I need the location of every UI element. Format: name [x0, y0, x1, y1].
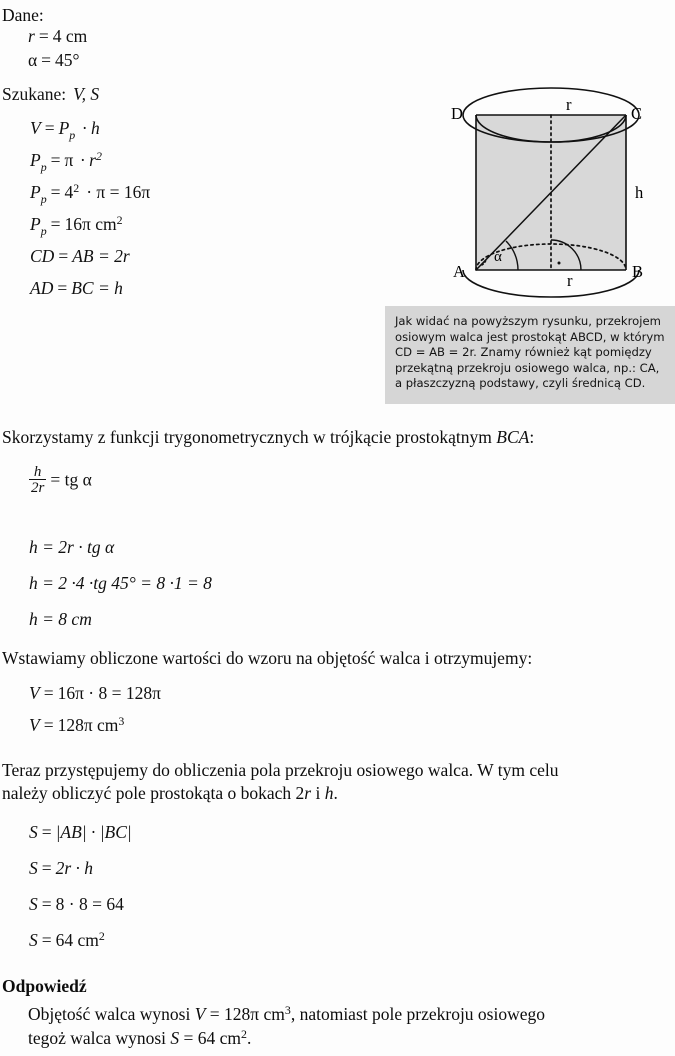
- formula-rhs-sub: p: [69, 127, 76, 142]
- area-step-rhs: 2r · h: [55, 858, 94, 878]
- formula-rhs: AB = 2r: [72, 246, 130, 266]
- trig-step-2: [29, 573, 212, 594]
- formula-volume-general: $V = P_p \cdot h$: [30, 118, 100, 142]
- edge-label-bottom-radius: r: [567, 271, 573, 290]
- vertex-label-d: D: [451, 104, 463, 123]
- info-box-line: Jak widać na powyższym rysunku, przekrojem: [395, 314, 661, 328]
- area-step-rhs: 64 cm: [55, 930, 99, 950]
- formula-rhs: P: [58, 118, 70, 138]
- trig-fraction-equation: [29, 466, 92, 497]
- volume-step-lhs: V: [29, 683, 40, 703]
- area-step-lhs: S: [29, 858, 38, 878]
- given-item-alpha: [28, 50, 80, 71]
- formula-rhs: π: [64, 150, 74, 170]
- area-intro-it-r: r: [304, 783, 312, 803]
- answer-symbol-s: S: [170, 1028, 180, 1048]
- trig-step-text: h = 2r · tg α: [29, 537, 115, 557]
- answer-line-1: [28, 1003, 545, 1026]
- formula-lhs-sub: p: [40, 159, 47, 174]
- cylinder-bottom-front-arc: [463, 270, 639, 297]
- area-step-rhs: |AB| · |BC|: [55, 822, 132, 842]
- vertex-label-c: C: [631, 104, 643, 123]
- given-value-alpha: 45°: [55, 50, 80, 70]
- volume-step-lhs: V: [29, 715, 40, 735]
- answer-line1-mid: = 128π cm: [205, 1004, 285, 1024]
- formula-rhs: BC = h: [71, 278, 123, 298]
- area-step-1: S = |AB| · |BC|: [29, 822, 132, 842]
- area-step-3: S = 8 · 8 = 64: [29, 894, 124, 914]
- formula-base-area-substituted: $P_p = 4^2 \cdot \pi = 16\pi$: [30, 180, 151, 206]
- fraction-h-over-2r: [29, 465, 46, 496]
- formula-lhs-sub: p: [40, 223, 47, 238]
- formula-lhs: AD: [30, 278, 54, 298]
- formula-lhs: P: [30, 150, 41, 170]
- fraction-numerator: h: [33, 464, 42, 480]
- area-intro-it-h: h: [324, 783, 334, 803]
- given-rel-alpha: =: [41, 50, 52, 70]
- trig-intro-pre: Skorzystamy z funkcji trygonometrycznych w trójkącie prostokątnym: [2, 427, 497, 447]
- given-item-r: [28, 26, 87, 47]
- angle-label-alpha: α: [494, 249, 502, 265]
- fraction-denominator: 2r: [31, 480, 45, 496]
- given-heading: Dane:: [2, 5, 44, 25]
- volume-step-2: V = 128π $cm^3$: [29, 713, 125, 735]
- answer-symbol-v: V: [194, 1004, 206, 1024]
- volume-step-rhs: 128π cm: [57, 715, 119, 735]
- formula-lhs: V: [30, 118, 41, 138]
- answer-line2-post: .: [246, 1028, 252, 1048]
- given-value-r: 4 cm: [52, 26, 88, 46]
- volume-step-sup: 3: [118, 713, 125, 728]
- formula-tail: · h: [82, 118, 100, 138]
- answer-line2-mid: = 64 cm: [179, 1028, 242, 1048]
- edge-label-height: h: [635, 183, 644, 202]
- answer-line2-sup: 2: [241, 1026, 247, 1041]
- vertex-label-b: B: [632, 262, 644, 281]
- area-step-sup: 2: [98, 928, 105, 943]
- answer-line2-pre: tegoż walca wynosi: [28, 1028, 171, 1048]
- info-box: [385, 306, 675, 404]
- formula-tail: · π = 16π: [86, 182, 151, 202]
- area-intro-mid: i: [311, 783, 325, 803]
- wanted-values: V, S: [73, 84, 100, 104]
- formula-rhs: $4^2$: [64, 180, 80, 202]
- formula-lhs: P: [30, 182, 41, 202]
- trig-intro-post: :: [529, 427, 535, 447]
- answer-line1-post: , natomiast pole przekroju osiowego: [290, 1004, 546, 1024]
- trig-step-3: [29, 609, 92, 630]
- given-symbol-r: r: [28, 26, 35, 46]
- trig-step-text: h = 2 ·4 ·tg 45° = 8 ·1 = 8: [29, 573, 212, 593]
- area-step-lhs: S: [29, 822, 38, 842]
- trig-step-text: h = 8 cm: [29, 609, 92, 629]
- volume-step-rhs: 16π · 8 = 128π: [57, 683, 161, 703]
- area-step-lhs: S: [29, 930, 38, 950]
- volume-step-1: V = 16π · 8 = 128π: [29, 683, 161, 703]
- info-box-line: przekątną przekroju osiowego walca, np.: CA,: [395, 360, 660, 375]
- area-intro-line1: Teraz przystępujemy do obliczenia pola przekroju osiowego walca. W tym celu: [2, 760, 559, 780]
- wanted-line: [2, 84, 99, 105]
- right-angle-dot-center: [558, 262, 561, 265]
- formula-lhs: CD: [30, 246, 55, 266]
- area-intro-line2: [2, 782, 338, 805]
- answer-line1-sup: 3: [284, 1002, 291, 1017]
- answer-line1-pre: Objętość walca wynosi: [28, 1004, 195, 1024]
- fraction-rhs: = tg α: [50, 469, 92, 490]
- area-intro-post: .: [333, 783, 338, 803]
- edge-label-top-radius: r: [566, 95, 572, 114]
- formula-tail: · $r^2$: [80, 148, 102, 170]
- formula-base-area-result: $P_p = 16\pi$ $cm^2$: [30, 212, 123, 238]
- formula-cd-ab: CD = AB = 2r: [30, 246, 130, 266]
- answer-line-2: [28, 1027, 251, 1050]
- trig-intro: [2, 426, 534, 449]
- volume-intro: Wstawiamy obliczone wartości do wzoru na objętość walca i otrzymujemy:: [2, 648, 533, 668]
- formula-ad-bc: AD = BC = h: [30, 278, 123, 298]
- wanted-label: Szukane:: [2, 84, 67, 104]
- info-box-line: osiowym walca jest prostokąt ABCD, w którym: [395, 329, 665, 344]
- formula-lhs: P: [30, 214, 41, 234]
- formula-lhs-sub: p: [40, 191, 47, 206]
- given-symbol-alpha: α: [28, 50, 38, 70]
- area-step-4: S = 64 $cm^2$: [29, 928, 105, 950]
- given-rel-r: =: [38, 26, 49, 46]
- formula-rhs: 16π $cm^2$: [64, 212, 123, 234]
- area-step-2: S = 2r · h: [29, 858, 94, 878]
- area-intro-pre: należy obliczyć pole prostokąta o bokach 2: [2, 783, 305, 803]
- formula-base-area: $P_p = \pi \cdot r^2$: [30, 148, 102, 174]
- info-box-line: CD = AB = 2r. Znamy również kąt pomiędzy: [395, 345, 652, 360]
- area-step-lhs: S: [29, 894, 38, 914]
- answer-heading: Odpowiedź: [2, 976, 87, 996]
- vertex-label-a: A: [453, 262, 465, 281]
- trig-step-1: [29, 537, 114, 558]
- area-step-rhs: 8 · 8 = 64: [55, 894, 124, 914]
- info-box-line: a płaszczyzną podstawy, czyli średnicą CD.: [395, 376, 646, 391]
- trig-intro-triangle: BCA: [496, 427, 530, 447]
- cylinder-figure: [420, 84, 675, 310]
